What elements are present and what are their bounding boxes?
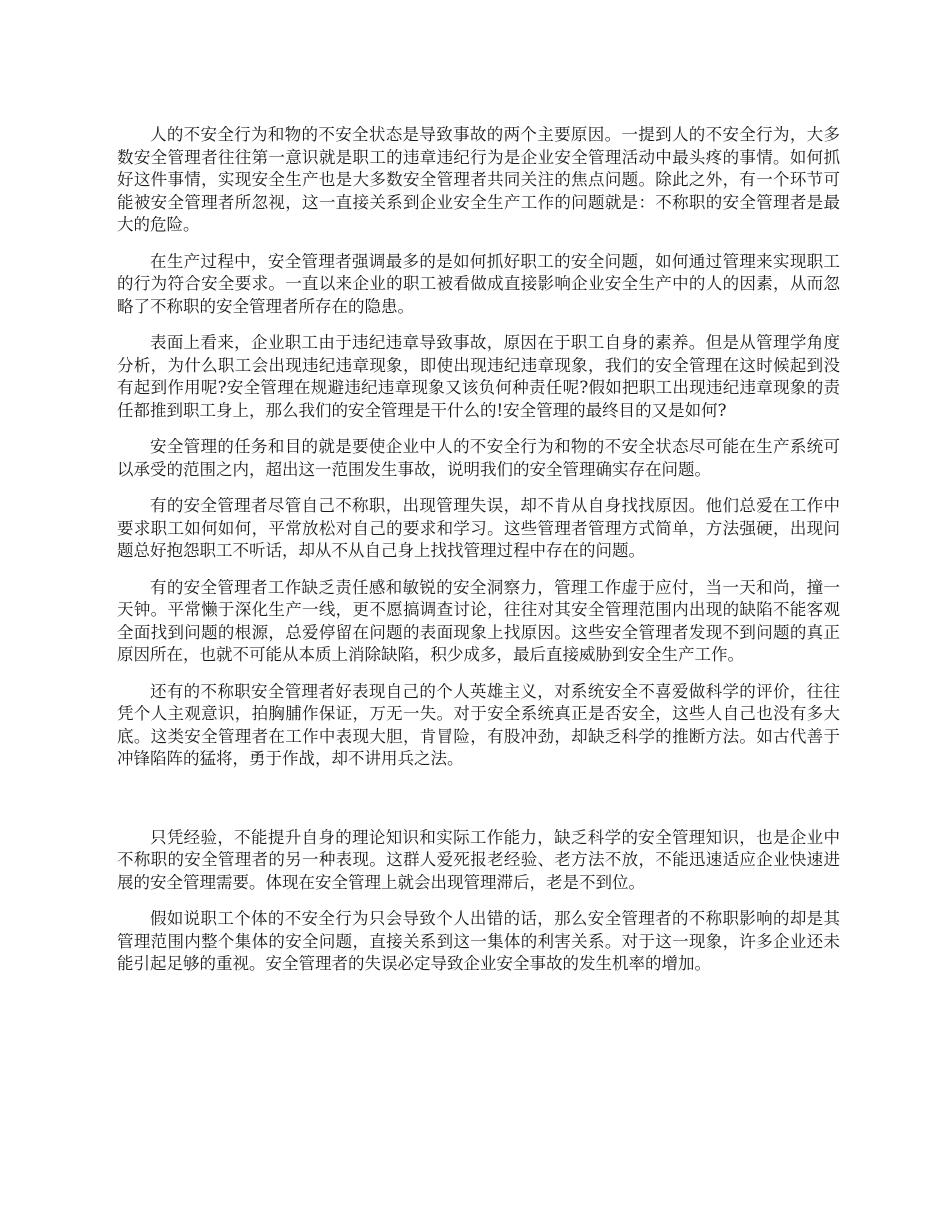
paragraph: 在生产过程中，安全管理者强调最多的是如何抓好职工的安全问题，如何通过管理来实现职工的行为符合安全要求。一直以来企业的职工被看做成直接影响企业安全生产中的人的因素，从而忽略了不称职的安全管理者所存在的隐患。 xyxy=(117,251,840,316)
paragraph: 人的不安全行为和物的不安全状态是导致事故的两个主要原因。一提到人的不安全行为，大多数安全管理者往往第一意识就是职工的违章违纪行为是企业安全管理活动中最头疼的事情。如何抓好这件事情，实现安全生产也是大多数安全管理者共同关注的焦点问题。除此之外，有一个环节可能被安全管理者所忽视，这一直接关系到企业安全生产工作的问题就是：不称职的安全管理者是最大的危险。 xyxy=(117,125,840,234)
paragraph: 表面上看来，企业职工由于违纪违章导致事故，原因在于职工自身的素养。但是从管理学角度分析，为什么职工会出现违纪违章现象，即使出现违纪违章现象，我们的安全管理在这时候起到没有起到作用呢?安全管理在规避违纪违章现象又该负何种责任呢?假如把职工出现违纪违章现象的责任都推到职工身上，那么我们的安全管理是干什么的!安全管理的最终目的又是如何? xyxy=(117,333,840,420)
paragraph: 假如说职工个体的不安全行为只会导致个人出错的话，那么安全管理者的不称职影响的却是其管理范围内整个集体的安全问题，直接关系到这一集体的利害关系。对于这一现象，许多企业还未能引起足够的重视。安全管理者的失误必定导致企业安全事故的发生机率的增加。 xyxy=(117,909,840,973)
paragraph: 安全管理的任务和目的就是要使企业中人的不安全行为和物的不安全状态尽可能在生产系统可以承受的范围之内，超出这一范围发生事故，说明我们的安全管理确实存在问题。 xyxy=(117,437,840,479)
paragraph: 有的安全管理者尽管自己不称职，出现管理失误，却不肯从自身找找原因。他们总爱在工作中要求职工如何如何，平常放松对自己的要求和学习。这些管理者管理方式简单，方法强硬，出现问题总好抱怨职工不听话，却从不从自己身上找找管理过程中存在的问题。 xyxy=(117,496,840,560)
document-body xyxy=(117,124,840,990)
paragraph: 只凭经验，不能提升自身的理论知识和实际工作能力，缺乏科学的安全管理知识，也是企业中不称职的安全管理者的另一种表现。这群人爱死报老经验、老方法不放，不能迅速适应企业快速进展的安全管理需要。体现在安全管理上就会出现管理滞后，老是不到位。 xyxy=(117,827,840,892)
paragraph: 还有的不称职安全管理者好表现自己的个人英雄主义，对系统安全不喜爱做科学的评价，往往凭个人主观意识，拍胸脯作保证，万无一失。对于安全系统真正是否安全，这些人自己也没有多大底。这类安全管理者在工作中表现大胆，肯冒险，有股冲劲，却缺乏科学的推断方法。如古代善于冲锋陷阵的猛将，勇于作战，却不讲用兵之法。 xyxy=(117,681,840,768)
paragraph: 有的安全管理者工作缺乏责任感和敏锐的安全洞察力，管理工作虚于应付，当一天和尚，撞一天钟。平常懒于深化生产一线，更不愿搞调查讨论，往往对其安全管理范围内出现的缺陷不能客观全面找到问题的根源，总爱停留在问题的表面现象上找原因。这些安全管理者发现不到问题的真正原因所在，也就不可能从本质上消除缺陷，积少成多，最后直接威胁到安全生产工作。 xyxy=(117,577,840,664)
